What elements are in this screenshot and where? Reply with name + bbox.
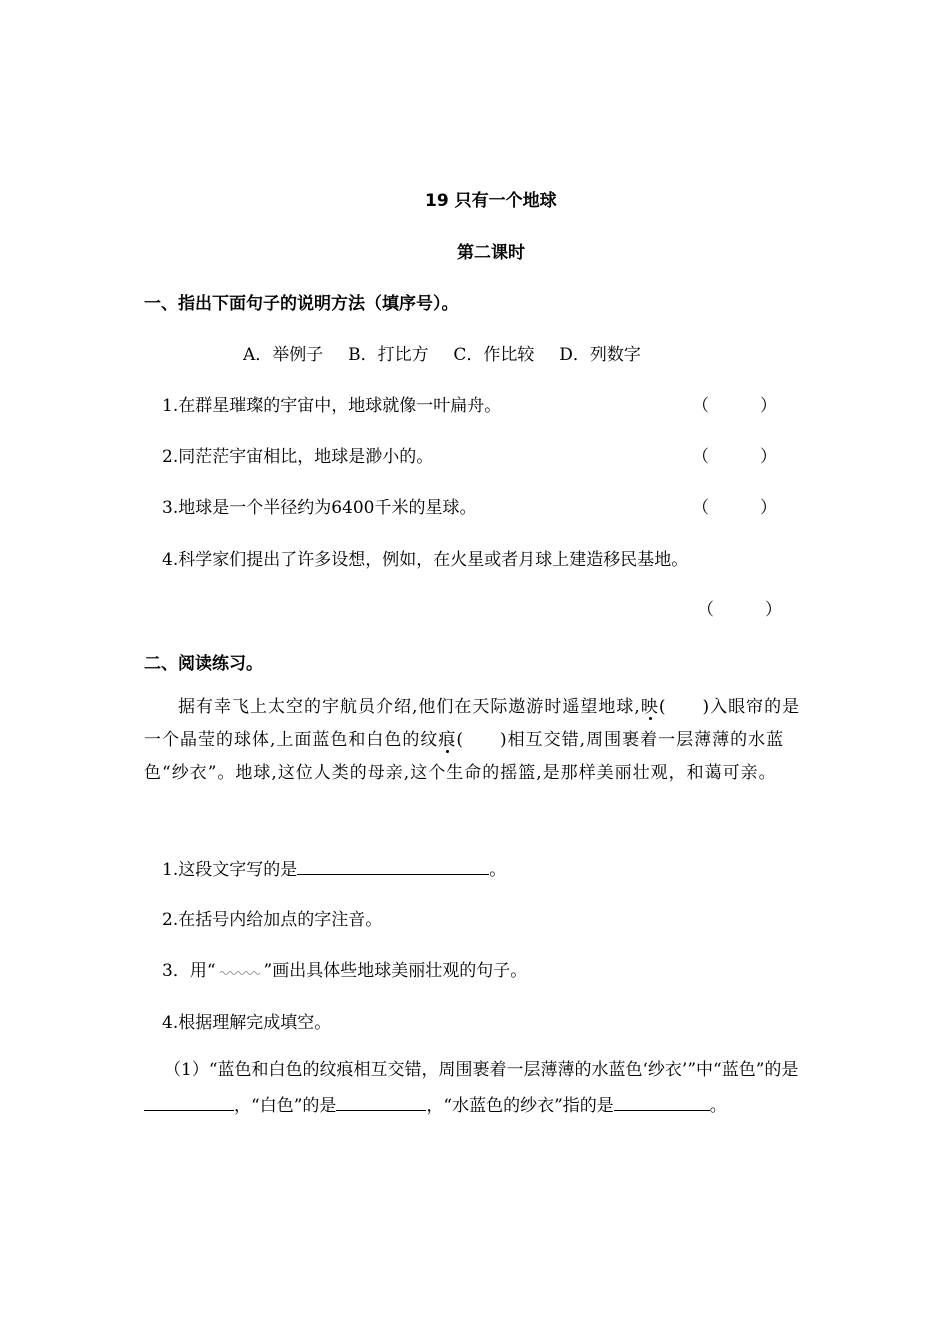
passage-part-1: 据有幸飞上太空的宇航员介绍,他们在天际遨游时遥望地球, [178,697,641,717]
question-2: 2.同茫茫宇宙相比，地球是渺小的。 [162,447,434,467]
reading-question-1-text: 1.这段文字写的是 [162,860,298,880]
options-row [243,340,641,365]
wavy-underline-icon [216,964,264,976]
option-c: C．作比较 [453,345,535,365]
dotted-char-1: 映 [640,697,659,717]
q41-part-d: 。 [709,1096,727,1116]
question-1: 1.在群星璀璨的宇宙中，地球就像一叶扁舟。 [162,396,502,416]
answer-box-4[interactable]: （ ） [697,600,782,620]
section1-heading: 一、指出下面句子的说明方法（填序号）。 [144,294,459,314]
q41-part-a: （1）“蓝色和白色的纹痕相互交错，周围裹着一层薄薄的水蓝色‘纱衣’”中“蓝色”的是 [164,1060,799,1080]
reading-question-3-start: 3．用“ [162,961,216,981]
page-title: 19 只有一个地球 [425,191,557,211]
answer-box-3[interactable]: （ ） [692,498,777,518]
option-a: A．举例子 [243,345,324,365]
question-3: 3.地球是一个半径约为6400千米的星球。 [162,498,477,518]
answer-blank-blue[interactable] [144,1096,234,1111]
section2-heading: 二、阅读练习。 [144,654,263,674]
answer-box-2[interactable]: （ ） [692,447,777,467]
answer-blank-1[interactable] [297,860,489,875]
answer-blank-veil[interactable] [614,1096,710,1111]
question-4: 4.科学家们提出了许多设想，例如，在火星或者月球上建造移民基地。 [162,550,689,570]
q41-part-c: ，“水蓝色的纱衣”指的是 [426,1096,614,1116]
dotted-char-2: 痕 [438,730,457,750]
answer-box-1[interactable]: （ ） [692,396,777,416]
answer-blank-white[interactable] [336,1096,426,1111]
q41-part-b: ，“白色”的是 [234,1096,337,1116]
reading-question-3 [162,956,527,981]
reading-question-1-end: 。 [489,860,507,880]
reading-passage [144,691,814,790]
reading-question-2: 2.在括号内给加点的字注音。 [162,910,383,930]
reading-question-4-1 [144,1052,814,1124]
reading-question-4: 4.根据理解完成填空。 [162,1013,332,1033]
page-subtitle: 第二课时 [457,243,525,263]
option-d: D．列数字 [559,345,641,365]
passage-part-2: ( )入眼帘的是一个晶莹的球体,上面蓝色和白色的纹 [144,697,801,750]
reading-question-3-end: ”画出具体些地球美丽壮观的句子。 [263,961,528,981]
reading-question-1 [162,855,506,880]
option-b: B．打比方 [348,345,429,365]
passage-part-3: ( )相互交错,周围裹着一层薄薄的水蓝色“纱衣”。地球,这位人类的母亲,这个生命的摇篮,是那样美丽壮观，和蔼可亲。 [144,730,785,783]
